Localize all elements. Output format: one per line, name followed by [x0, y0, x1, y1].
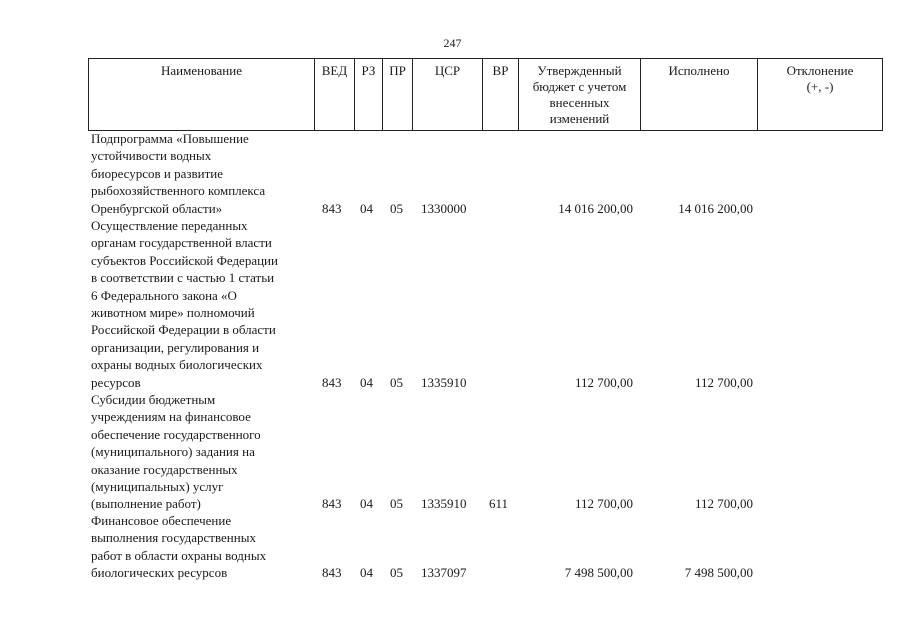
row-name: Подпрограмма «Повышение устойчивости водных биоресурсов и развитие рыбохозяйственного комплекса Оренбургской области»	[91, 131, 266, 216]
row-approved: 14 016 200,00	[558, 200, 633, 216]
row-ved: 843	[322, 374, 342, 390]
row-vr: 611	[489, 496, 509, 512]
row-name: Субсидии бюджетным учреждениям на финансовое обеспечение государственного (муниципального) задания на оказание государственных (муниципальных) услуг (выполнение работ)	[91, 392, 261, 512]
row-rz: 04	[360, 374, 373, 390]
row-approved: 112 700,00	[574, 496, 633, 512]
header-pr: ПР	[383, 59, 413, 130]
header-executed: Исполнено	[641, 59, 758, 130]
row-name: Осуществление переданных органам государственной власти субъектов Российской Федерации в соответствии с частью 1 статьи 6 Федерального закона «О животном мире» полномочий Российской Федерации в области организации, регулирования и охраны водных биологических ресурсов	[91, 218, 278, 390]
row-executed: 112 700,00	[694, 496, 753, 512]
table-header	[88, 58, 883, 131]
row-name: Финансовое обеспечение выполнения государственных работ в области охраны водных биологических ресурсов	[91, 513, 267, 581]
row-csr: 1335910	[421, 374, 467, 390]
row-pr: 05	[390, 496, 403, 512]
row-pr: 05	[390, 565, 403, 581]
row-rz: 04	[360, 200, 373, 216]
row-csr: 1330000	[421, 200, 467, 216]
row-pr: 05	[390, 200, 403, 216]
row-approved: 112 700,00	[574, 374, 633, 390]
row-ved: 843	[322, 565, 342, 581]
row-csr: 1335910	[421, 496, 467, 512]
row-ved: 843	[322, 496, 342, 512]
row-executed: 112 700,00	[694, 374, 753, 390]
header-approved: Утвержденный бюджет с учетом внесенных изменений	[519, 59, 641, 130]
header-deviation: Отклонение (+, -)	[786, 63, 854, 94]
row-ved: 843	[322, 200, 342, 216]
page-number: 247	[443, 36, 462, 50]
row-pr: 05	[390, 374, 403, 390]
header-vr: ВР	[483, 59, 519, 130]
header-ved: ВЕД	[315, 59, 355, 130]
row-csr: 1337097	[421, 565, 467, 581]
row-approved: 7 498 500,00	[564, 565, 633, 581]
row-executed: 14 016 200,00	[678, 200, 753, 216]
header-rz: РЗ	[355, 59, 383, 130]
row-rz: 04	[360, 496, 373, 512]
row-executed: 7 498 500,00	[684, 565, 753, 581]
row-rz: 04	[360, 565, 373, 581]
header-csr: ЦСР	[413, 59, 483, 130]
header-name: Наименование	[89, 59, 315, 130]
